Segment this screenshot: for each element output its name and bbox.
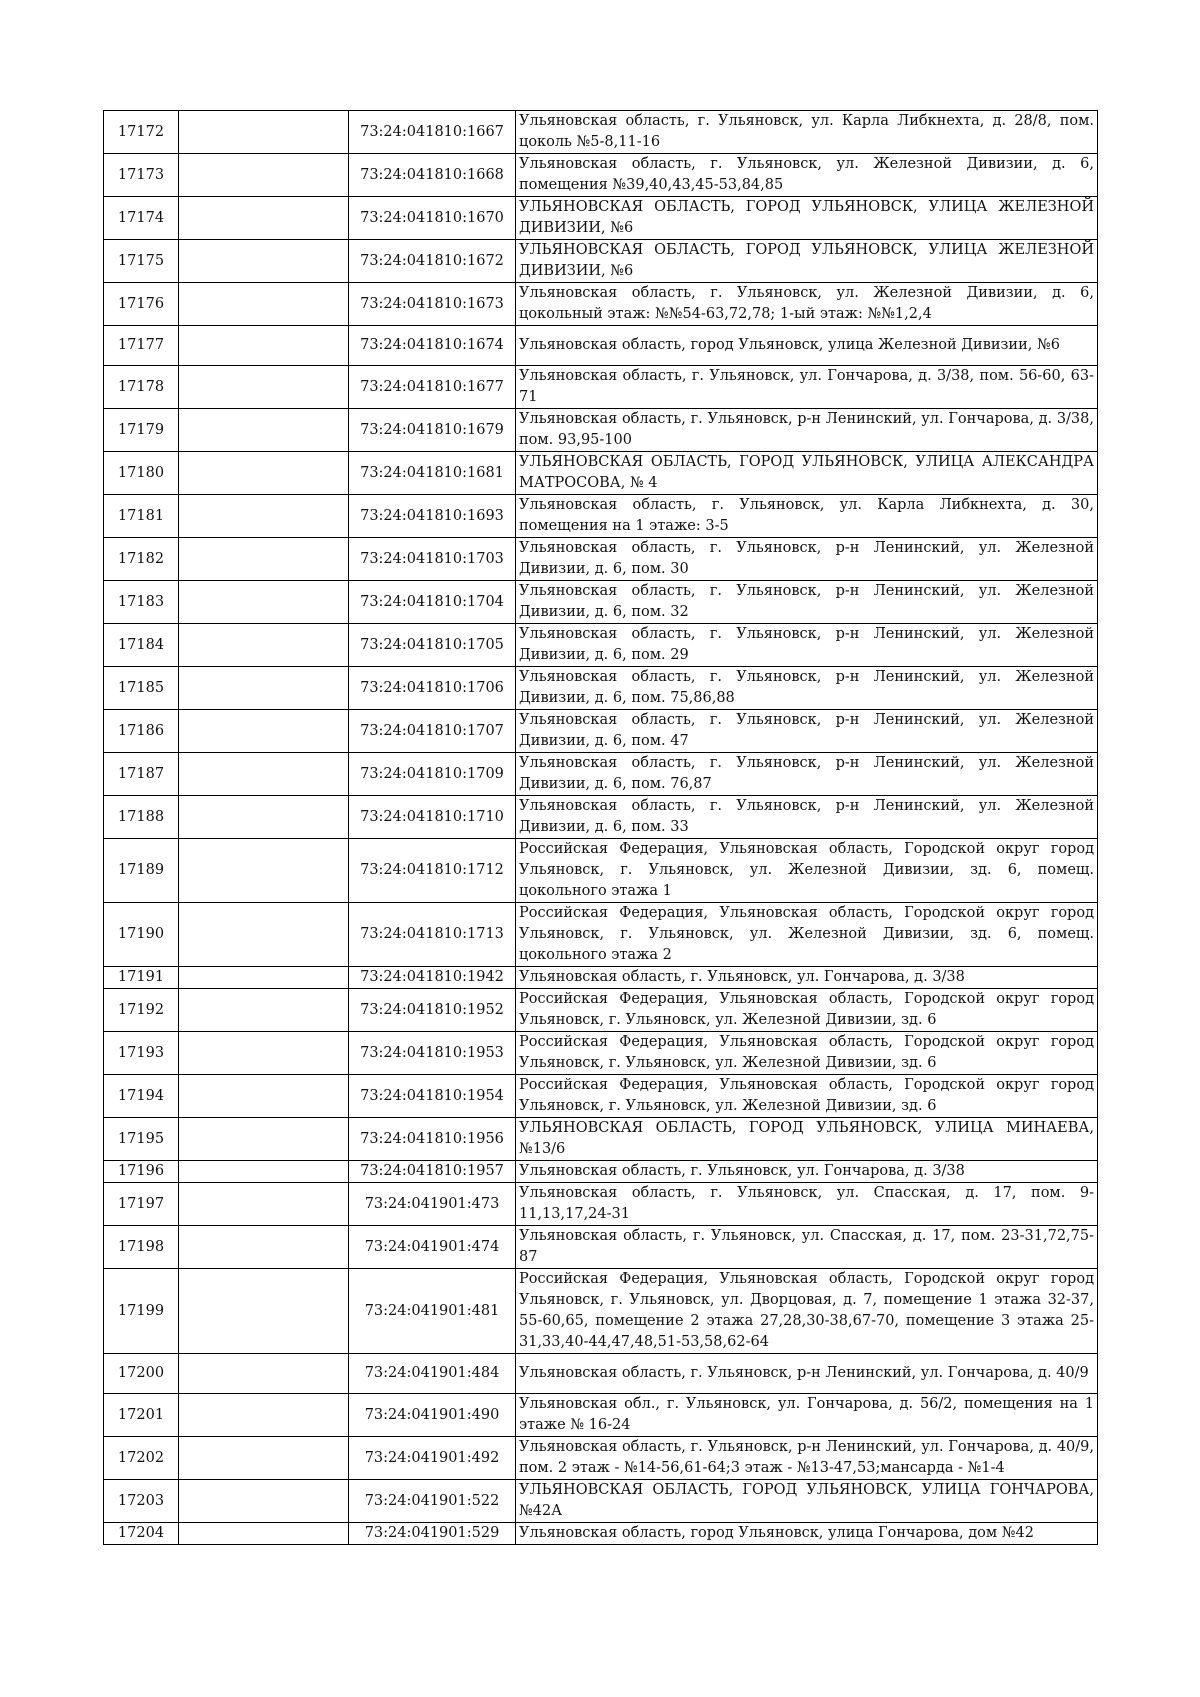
table-row	[104, 1032, 1098, 1075]
address-cell: Ульяновская область, город Ульяновск, улица Гончарова, дом №42	[516, 1523, 1098, 1545]
row-number-cell: 17178	[104, 366, 179, 409]
row-number-cell: 17193	[104, 1032, 179, 1075]
address-cell: УЛЬЯНОВСКАЯ ОБЛАСТЬ, ГОРОД УЛЬЯНОВСК, УЛИЦА ЖЕЛЕЗНОЙ ДИВИЗИИ, №6	[516, 240, 1098, 283]
address-cell: Ульяновская область, г. Ульяновск, р-н Ленинский, ул. Железной Дивизии, д. 6, пом. 32	[516, 581, 1098, 624]
table-row	[104, 452, 1098, 495]
empty-cell	[179, 1523, 349, 1545]
cadastral-number-cell: 73:24:041810:1957	[349, 1161, 516, 1183]
table-row	[104, 240, 1098, 283]
empty-cell	[179, 989, 349, 1032]
table-row	[104, 111, 1098, 154]
table-row	[104, 903, 1098, 967]
cadastral-number-cell: 73:24:041901:490	[349, 1394, 516, 1437]
address-cell: Ульяновская область, г. Ульяновск, р-н Ленинский, ул. Гончарова, д. 40/9	[516, 1354, 1098, 1394]
row-number-cell: 17179	[104, 409, 179, 452]
row-number-cell: 17183	[104, 581, 179, 624]
row-number-cell: 17204	[104, 1523, 179, 1545]
cadastral-number-cell: 73:24:041810:1713	[349, 903, 516, 967]
address-cell: Ульяновская область, г. Ульяновск, р-н Ленинский, ул. Железной Дивизии, д. 6, пом. 75,86,88	[516, 667, 1098, 710]
row-number-cell: 17201	[104, 1394, 179, 1437]
empty-cell	[179, 1118, 349, 1161]
empty-cell	[179, 1437, 349, 1480]
address-cell: Российская Федерация, Ульяновская область, Городской округ город Ульяновск, г. Ульяновск, ул. Железной Дивизии, зд. 6	[516, 1075, 1098, 1118]
table-row	[104, 409, 1098, 452]
address-cell: УЛЬЯНОВСКАЯ ОБЛАСТЬ, ГОРОД УЛЬЯНОВСК, УЛИЦА МИНАЕВА, №13/6	[516, 1118, 1098, 1161]
address-cell: Российская Федерация, Ульяновская область, Городской округ город Ульяновск, г. Ульяновск, ул. Железной Дивизии, зд. 6	[516, 989, 1098, 1032]
row-number-cell: 17195	[104, 1118, 179, 1161]
address-cell: Российская Федерация, Ульяновская область, Городской округ город Ульяновск, г. Ульяновск, ул. Железной Дивизии, зд. 6, помещ. цокольного этажа 2	[516, 903, 1098, 967]
row-number-cell: 17202	[104, 1437, 179, 1480]
row-number-cell: 17191	[104, 967, 179, 989]
empty-cell	[179, 1226, 349, 1269]
empty-cell	[179, 409, 349, 452]
empty-cell	[179, 495, 349, 538]
table-row	[104, 1394, 1098, 1437]
table-row	[104, 1183, 1098, 1226]
cadastral-number-cell: 73:24:041810:1677	[349, 366, 516, 409]
empty-cell	[179, 710, 349, 753]
address-cell: Ульяновская область, г. Ульяновск, р-н Ленинский, ул. Железной Дивизии, д. 6, пом. 47	[516, 710, 1098, 753]
empty-cell	[179, 283, 349, 326]
table-row	[104, 495, 1098, 538]
address-cell: Российская Федерация, Ульяновская область, Городской округ город Ульяновск, г. Ульяновск, ул. Дворцовая, д. 7, помещение 1 этажа 32-37, 55-60,65, помещение 2 этажа 27,28,30-38,67-70, помещение 3 этажа 25-31,33,40-44,47,48,51-53,58,62-64	[516, 1269, 1098, 1354]
empty-cell	[179, 967, 349, 989]
address-cell: Ульяновская область, г. Ульяновск, ул. Железной Дивизии, д. 6, помещения №39,40,43,45-53,84,85	[516, 154, 1098, 197]
empty-cell	[179, 624, 349, 667]
registry-body	[104, 111, 1098, 1545]
address-cell: Ульяновская область, г. Ульяновск, ул. Карла Либкнехта, д. 30, помещения на 1 этаже: 3-5	[516, 495, 1098, 538]
row-number-cell: 17182	[104, 538, 179, 581]
cadastral-number-cell: 73:24:041810:1674	[349, 326, 516, 366]
address-cell: Ульяновская область, г. Ульяновск, ул. Гончарова, д. 3/38	[516, 1161, 1098, 1183]
empty-cell	[179, 452, 349, 495]
row-number-cell: 17185	[104, 667, 179, 710]
table-row	[104, 1075, 1098, 1118]
row-number-cell: 17180	[104, 452, 179, 495]
cadastral-number-cell: 73:24:041901:522	[349, 1480, 516, 1523]
address-cell: Ульяновская область, г. Ульяновск, ул. Спасская, д. 17, пом. 23-31,72,75-87	[516, 1226, 1098, 1269]
cadastral-number-cell: 73:24:041810:1681	[349, 452, 516, 495]
cadastral-number-cell: 73:24:041810:1668	[349, 154, 516, 197]
cadastral-number-cell: 73:24:041810:1942	[349, 967, 516, 989]
cadastral-number-cell: 73:24:041810:1952	[349, 989, 516, 1032]
table-row	[104, 366, 1098, 409]
empty-cell	[179, 538, 349, 581]
empty-cell	[179, 240, 349, 283]
table-row	[104, 1437, 1098, 1480]
empty-cell	[179, 1269, 349, 1354]
table-row	[104, 197, 1098, 240]
table-row	[104, 581, 1098, 624]
empty-cell	[179, 1183, 349, 1226]
cadastral-number-cell: 73:24:041810:1704	[349, 581, 516, 624]
empty-cell	[179, 154, 349, 197]
address-cell: Ульяновская область, г. Ульяновск, ул. Гончарова, д. 3/38	[516, 967, 1098, 989]
table-row	[104, 710, 1098, 753]
cadastral-number-cell: 73:24:041810:1672	[349, 240, 516, 283]
cadastral-number-cell: 73:24:041810:1670	[349, 197, 516, 240]
cadastral-number-cell: 73:24:041810:1710	[349, 796, 516, 839]
table-row	[104, 1118, 1098, 1161]
row-number-cell: 17187	[104, 753, 179, 796]
address-cell: УЛЬЯНОВСКАЯ ОБЛАСТЬ, ГОРОД УЛЬЯНОВСК, УЛИЦА ГОНЧАРОВА, №42А	[516, 1480, 1098, 1523]
table-row	[104, 1161, 1098, 1183]
cadastral-number-cell: 73:24:041810:1707	[349, 710, 516, 753]
cadastral-number-cell: 73:24:041810:1954	[349, 1075, 516, 1118]
empty-cell	[179, 1161, 349, 1183]
cadastral-number-cell: 73:24:041810:1712	[349, 839, 516, 903]
row-number-cell: 17188	[104, 796, 179, 839]
empty-cell	[179, 1394, 349, 1437]
cadastral-number-cell: 73:24:041901:492	[349, 1437, 516, 1480]
empty-cell	[179, 796, 349, 839]
row-number-cell: 17176	[104, 283, 179, 326]
cadastral-number-cell: 73:24:041810:1673	[349, 283, 516, 326]
row-number-cell: 17196	[104, 1161, 179, 1183]
row-number-cell: 17198	[104, 1226, 179, 1269]
table-row	[104, 1226, 1098, 1269]
empty-cell	[179, 839, 349, 903]
empty-cell	[179, 1032, 349, 1075]
row-number-cell: 17194	[104, 1075, 179, 1118]
table-row	[104, 796, 1098, 839]
empty-cell	[179, 1354, 349, 1394]
address-cell: Ульяновская область, г. Ульяновск, р-н Ленинский, ул. Железной Дивизии, д. 6, пом. 33	[516, 796, 1098, 839]
row-number-cell: 17181	[104, 495, 179, 538]
address-cell: Ульяновская область, г. Ульяновск, р-н Ленинский, ул. Железной Дивизии, д. 6, пом. 76,87	[516, 753, 1098, 796]
table-row	[104, 667, 1098, 710]
table-row	[104, 538, 1098, 581]
empty-cell	[179, 326, 349, 366]
row-number-cell: 17192	[104, 989, 179, 1032]
cadastral-number-cell: 73:24:041810:1693	[349, 495, 516, 538]
cadastral-number-cell: 73:24:041810:1953	[349, 1032, 516, 1075]
table-row	[104, 989, 1098, 1032]
empty-cell	[179, 111, 349, 154]
property-registry-table	[103, 110, 1098, 1545]
address-cell: Ульяновская область, г. Ульяновск, р-н Ленинский, ул. Железной Дивизии, д. 6, пом. 30	[516, 538, 1098, 581]
empty-cell	[179, 753, 349, 796]
table-row	[104, 624, 1098, 667]
table-row	[104, 967, 1098, 989]
table-row	[104, 1523, 1098, 1545]
address-cell: Ульяновская область, г. Ульяновск, ул. Гончарова, д. 3/38, пом. 56-60, 63-71	[516, 366, 1098, 409]
empty-cell	[179, 903, 349, 967]
cadastral-number-cell: 73:24:041901:484	[349, 1354, 516, 1394]
row-number-cell: 17184	[104, 624, 179, 667]
address-cell: Ульяновская обл., г. Ульяновск, ул. Гончарова, д. 56/2, помещения на 1 этаже № 16-24	[516, 1394, 1098, 1437]
address-cell: Российская Федерация, Ульяновская область, Городской округ город Ульяновск, г. Ульяновск, ул. Железной Дивизии, зд. 6	[516, 1032, 1098, 1075]
address-cell: Российская Федерация, Ульяновская область, Городской округ город Ульяновск, г. Ульяновск, ул. Железной Дивизии, зд. 6, помещ. цокольного этажа 1	[516, 839, 1098, 903]
empty-cell	[179, 581, 349, 624]
empty-cell	[179, 366, 349, 409]
row-number-cell: 17175	[104, 240, 179, 283]
address-cell: Ульяновская область, г. Ульяновск, ул. Спасская, д. 17, пом. 9-11,13,17,24-31	[516, 1183, 1098, 1226]
cadastral-number-cell: 73:24:041810:1667	[349, 111, 516, 154]
row-number-cell: 17199	[104, 1269, 179, 1354]
table-row	[104, 154, 1098, 197]
address-cell: Ульяновская область, г. Ульяновск, р-н Ленинский, ул. Железной Дивизии, д. 6, пом. 29	[516, 624, 1098, 667]
empty-cell	[179, 1480, 349, 1523]
row-number-cell: 17172	[104, 111, 179, 154]
empty-cell	[179, 197, 349, 240]
row-number-cell: 17190	[104, 903, 179, 967]
row-number-cell: 17203	[104, 1480, 179, 1523]
cadastral-number-cell: 73:24:041901:474	[349, 1226, 516, 1269]
address-cell: Ульяновская область, г. Ульяновск, р-н Ленинский, ул. Гончарова, д. 3/38, пом. 93,95-100	[516, 409, 1098, 452]
cadastral-number-cell: 73:24:041810:1706	[349, 667, 516, 710]
row-number-cell: 17189	[104, 839, 179, 903]
address-cell: Ульяновская область, г. Ульяновск, ул. Железной Дивизии, д. 6, цокольный этаж: №№54-63,72,78; 1-ый этаж: №№1,2,4	[516, 283, 1098, 326]
row-number-cell: 17186	[104, 710, 179, 753]
row-number-cell: 17197	[104, 1183, 179, 1226]
table-row	[104, 326, 1098, 366]
empty-cell	[179, 1075, 349, 1118]
cadastral-number-cell: 73:24:041901:473	[349, 1183, 516, 1226]
cadastral-number-cell: 73:24:041810:1956	[349, 1118, 516, 1161]
cadastral-number-cell: 73:24:041901:529	[349, 1523, 516, 1545]
row-number-cell: 17173	[104, 154, 179, 197]
table-row	[104, 1269, 1098, 1354]
row-number-cell: 17174	[104, 197, 179, 240]
cadastral-number-cell: 73:24:041901:481	[349, 1269, 516, 1354]
table-row	[104, 1354, 1098, 1394]
table-row	[104, 839, 1098, 903]
cadastral-number-cell: 73:24:041810:1703	[349, 538, 516, 581]
table-row	[104, 1480, 1098, 1523]
cadastral-number-cell: 73:24:041810:1705	[349, 624, 516, 667]
table-row	[104, 753, 1098, 796]
address-cell: УЛЬЯНОВСКАЯ ОБЛАСТЬ, ГОРОД УЛЬЯНОВСК, УЛИЦА АЛЕКСАНДРА МАТРОСОВА, № 4	[516, 452, 1098, 495]
row-number-cell: 17200	[104, 1354, 179, 1394]
table-row	[104, 283, 1098, 326]
address-cell: Ульяновская область, город Ульяновск, улица Железной Дивизии, №6	[516, 326, 1098, 366]
row-number-cell: 17177	[104, 326, 179, 366]
cadastral-number-cell: 73:24:041810:1679	[349, 409, 516, 452]
address-cell: Ульяновская область, г. Ульяновск, ул. Карла Либкнехта, д. 28/8, пом. цоколь №5-8,11-16	[516, 111, 1098, 154]
address-cell: УЛЬЯНОВСКАЯ ОБЛАСТЬ, ГОРОД УЛЬЯНОВСК, УЛИЦА ЖЕЛЕЗНОЙ ДИВИЗИИ, №6	[516, 197, 1098, 240]
address-cell: Ульяновская область, г. Ульяновск, р-н Ленинский, ул. Гончарова, д. 40/9, пом. 2 этаж - №14-56,61-64;3 этаж - №13-47,53;мансарда - №1-4	[516, 1437, 1098, 1480]
cadastral-number-cell: 73:24:041810:1709	[349, 753, 516, 796]
empty-cell	[179, 667, 349, 710]
